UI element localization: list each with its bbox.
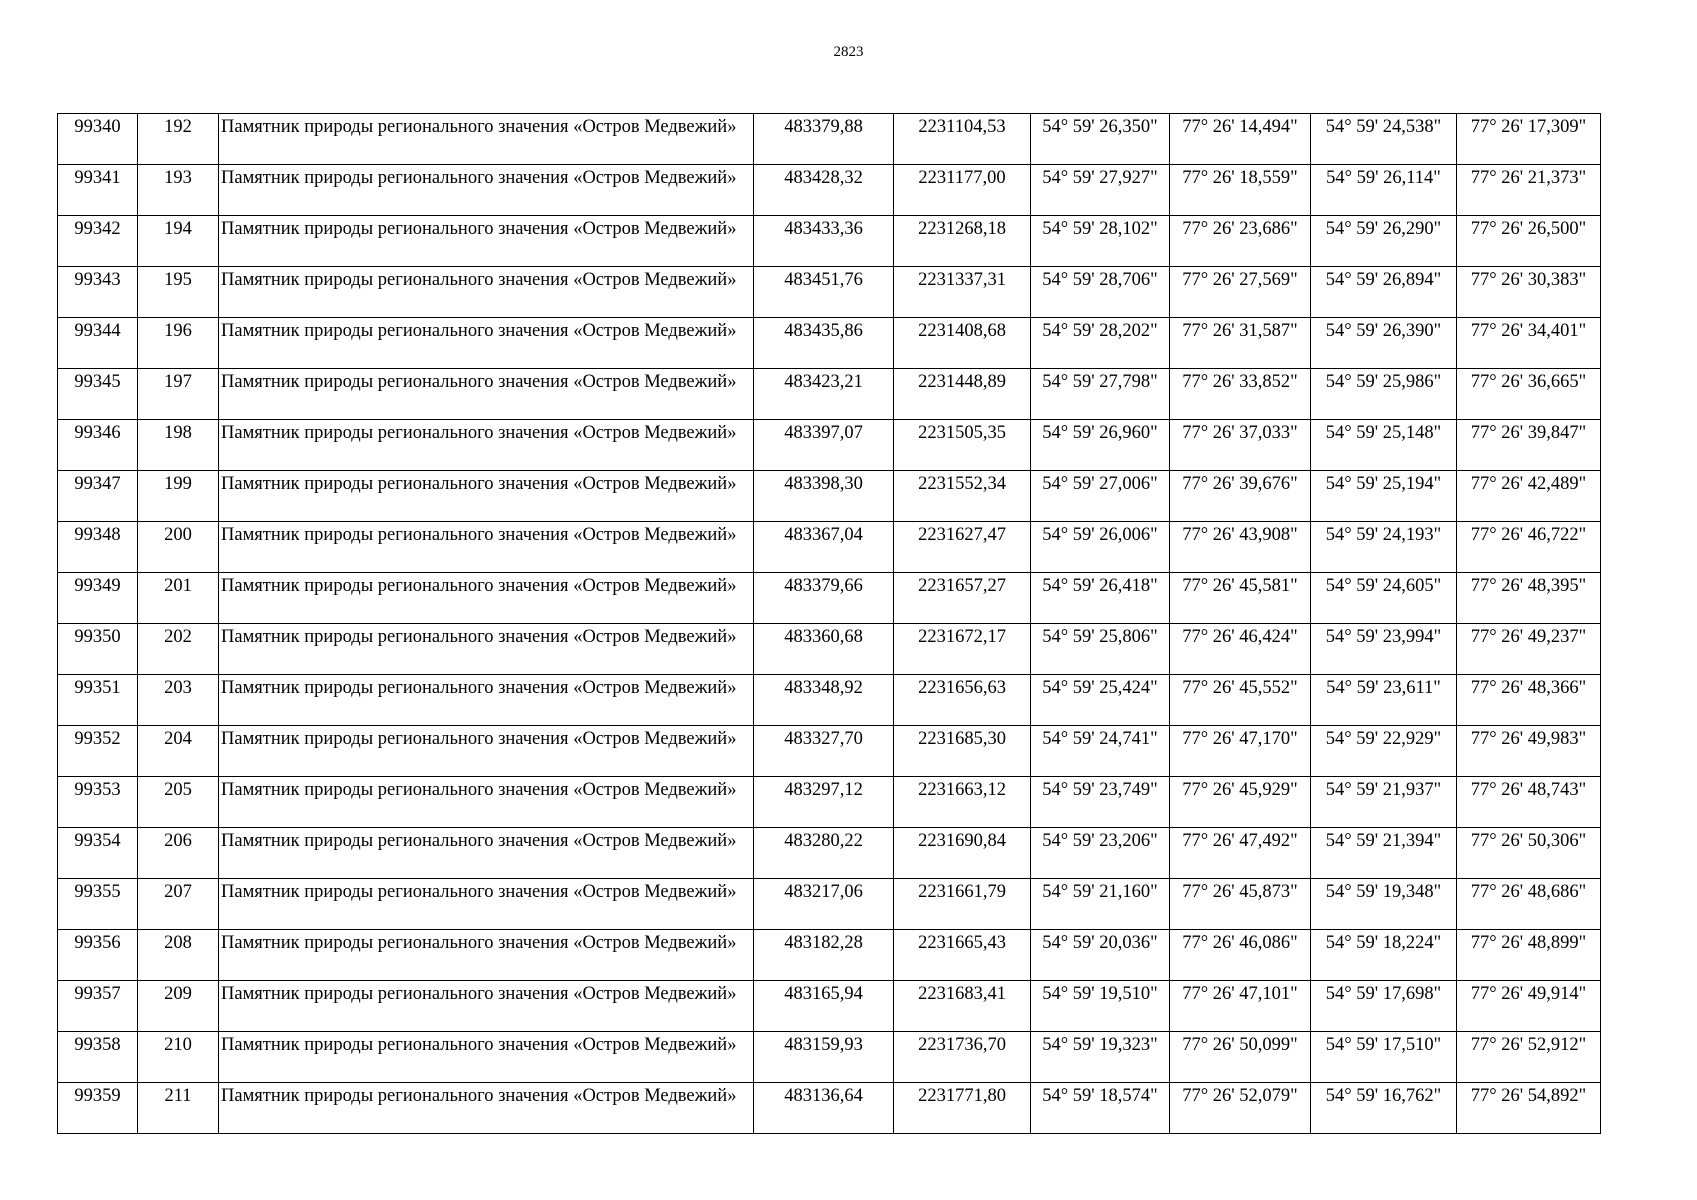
cell-object-name: Памятник природы регионального значения «Остров Медвежий»: [219, 726, 754, 777]
cell-latitude-1: 54° 59' 19,510": [1031, 981, 1170, 1032]
cell-latitude-1: 54° 59' 26,006": [1031, 522, 1170, 573]
cell-y-coordinate: 2231268,18: [894, 216, 1031, 267]
cell-record-id: 99349: [58, 573, 138, 624]
cell-latitude-2: 54° 59' 23,611": [1311, 675, 1457, 726]
cell-x-coordinate: 483217,06: [754, 879, 894, 930]
cell-x-coordinate: 483379,66: [754, 573, 894, 624]
cell-record-id: 99345: [58, 369, 138, 420]
cell-point-number: 198: [138, 420, 219, 471]
cell-y-coordinate: 2231552,34: [894, 471, 1031, 522]
table-row: [58, 828, 1601, 879]
cell-x-coordinate: 483360,68: [754, 624, 894, 675]
cell-x-coordinate: 483397,07: [754, 420, 894, 471]
cell-longitude-2: 77° 26' 48,899": [1457, 930, 1601, 981]
cell-y-coordinate: 2231683,41: [894, 981, 1031, 1032]
cell-object-name: Памятник природы регионального значения «Остров Медвежий»: [219, 216, 754, 267]
table-row: [58, 777, 1601, 828]
cell-longitude-1: 77° 26' 47,492": [1170, 828, 1311, 879]
table-row: [58, 369, 1601, 420]
cell-record-id: 99354: [58, 828, 138, 879]
cell-x-coordinate: 483327,70: [754, 726, 894, 777]
cell-longitude-2: 77° 26' 49,983": [1457, 726, 1601, 777]
cell-object-name: Памятник природы регионального значения «Остров Медвежий»: [219, 1083, 754, 1134]
cell-point-number: 201: [138, 573, 219, 624]
cell-latitude-2: 54° 59' 17,510": [1311, 1032, 1457, 1083]
table-row: [58, 573, 1601, 624]
cell-longitude-2: 77° 26' 30,383": [1457, 267, 1601, 318]
table-row: [58, 930, 1601, 981]
cell-y-coordinate: 2231663,12: [894, 777, 1031, 828]
cell-longitude-2: 77° 26' 17,309": [1457, 114, 1601, 165]
cell-latitude-1: 54° 59' 26,418": [1031, 573, 1170, 624]
table-row: [58, 1083, 1601, 1134]
cell-longitude-2: 77° 26' 42,489": [1457, 471, 1601, 522]
cell-point-number: 203: [138, 675, 219, 726]
cell-x-coordinate: 483280,22: [754, 828, 894, 879]
table-row: [58, 981, 1601, 1032]
cell-latitude-2: 54° 59' 26,894": [1311, 267, 1457, 318]
cell-object-name: Памятник природы регионального значения «Остров Медвежий»: [219, 930, 754, 981]
cell-record-id: 99359: [58, 1083, 138, 1134]
cell-longitude-1: 77° 26' 45,873": [1170, 879, 1311, 930]
cell-latitude-1: 54° 59' 23,206": [1031, 828, 1170, 879]
cell-record-id: 99344: [58, 318, 138, 369]
cell-point-number: 211: [138, 1083, 219, 1134]
cell-y-coordinate: 2231177,00: [894, 165, 1031, 216]
cell-y-coordinate: 2231661,79: [894, 879, 1031, 930]
cell-latitude-1: 54° 59' 27,798": [1031, 369, 1170, 420]
cell-point-number: 204: [138, 726, 219, 777]
cell-longitude-1: 77° 26' 31,587": [1170, 318, 1311, 369]
cell-latitude-2: 54° 59' 16,762": [1311, 1083, 1457, 1134]
cell-x-coordinate: 483297,12: [754, 777, 894, 828]
cell-longitude-2: 77° 26' 49,237": [1457, 624, 1601, 675]
cell-x-coordinate: 483423,21: [754, 369, 894, 420]
cell-point-number: 202: [138, 624, 219, 675]
cell-object-name: Памятник природы регионального значения «Остров Медвежий»: [219, 828, 754, 879]
cell-latitude-2: 54° 59' 24,605": [1311, 573, 1457, 624]
cell-point-number: 192: [138, 114, 219, 165]
cell-latitude-2: 54° 59' 25,194": [1311, 471, 1457, 522]
cell-latitude-1: 54° 59' 26,960": [1031, 420, 1170, 471]
cell-longitude-2: 77° 26' 54,892": [1457, 1083, 1601, 1134]
cell-latitude-1: 54° 59' 25,424": [1031, 675, 1170, 726]
cell-latitude-2: 54° 59' 21,937": [1311, 777, 1457, 828]
cell-latitude-1: 54° 59' 27,006": [1031, 471, 1170, 522]
cell-object-name: Памятник природы регионального значения «Остров Медвежий»: [219, 1032, 754, 1083]
cell-record-id: 99343: [58, 267, 138, 318]
cell-longitude-2: 77° 26' 21,373": [1457, 165, 1601, 216]
cell-record-id: 99352: [58, 726, 138, 777]
cell-longitude-2: 77° 26' 49,914": [1457, 981, 1601, 1032]
cell-longitude-1: 77° 26' 45,929": [1170, 777, 1311, 828]
cell-object-name: Памятник природы регионального значения «Остров Медвежий»: [219, 522, 754, 573]
cell-longitude-1: 77° 26' 33,852": [1170, 369, 1311, 420]
cell-y-coordinate: 2231627,47: [894, 522, 1031, 573]
cell-point-number: 197: [138, 369, 219, 420]
cell-point-number: 205: [138, 777, 219, 828]
cell-latitude-1: 54° 59' 21,160": [1031, 879, 1170, 930]
cell-y-coordinate: 2231505,35: [894, 420, 1031, 471]
cell-x-coordinate: 483428,32: [754, 165, 894, 216]
cell-latitude-1: 54° 59' 25,806": [1031, 624, 1170, 675]
cell-point-number: 199: [138, 471, 219, 522]
cell-y-coordinate: 2231337,31: [894, 267, 1031, 318]
cell-latitude-1: 54° 59' 28,102": [1031, 216, 1170, 267]
cell-x-coordinate: 483159,93: [754, 1032, 894, 1083]
cell-object-name: Памятник природы регионального значения «Остров Медвежий»: [219, 318, 754, 369]
cell-y-coordinate: 2231771,80: [894, 1083, 1031, 1134]
cell-latitude-2: 54° 59' 26,114": [1311, 165, 1457, 216]
cell-y-coordinate: 2231665,43: [894, 930, 1031, 981]
cell-longitude-2: 77° 26' 52,912": [1457, 1032, 1601, 1083]
cell-record-id: 99355: [58, 879, 138, 930]
cell-x-coordinate: 483451,76: [754, 267, 894, 318]
cell-object-name: Памятник природы регионального значения «Остров Медвежий»: [219, 675, 754, 726]
cell-longitude-2: 77° 26' 48,686": [1457, 879, 1601, 930]
cell-record-id: 99346: [58, 420, 138, 471]
cell-latitude-2: 54° 59' 26,390": [1311, 318, 1457, 369]
cell-point-number: 194: [138, 216, 219, 267]
cell-longitude-2: 77° 26' 39,847": [1457, 420, 1601, 471]
cell-y-coordinate: 2231104,53: [894, 114, 1031, 165]
cell-longitude-2: 77° 26' 36,665": [1457, 369, 1601, 420]
cell-latitude-2: 54° 59' 22,929": [1311, 726, 1457, 777]
cell-record-id: 99357: [58, 981, 138, 1032]
cell-latitude-1: 54° 59' 20,036": [1031, 930, 1170, 981]
cell-latitude-2: 54° 59' 26,290": [1311, 216, 1457, 267]
cell-latitude-1: 54° 59' 27,927": [1031, 165, 1170, 216]
page-number: 2823: [833, 44, 864, 60]
cell-latitude-2: 54° 59' 24,538": [1311, 114, 1457, 165]
cell-object-name: Памятник природы регионального значения «Остров Медвежий»: [219, 369, 754, 420]
cell-point-number: 193: [138, 165, 219, 216]
cell-object-name: Памятник природы регионального значения «Остров Медвежий»: [219, 879, 754, 930]
table-row: [58, 216, 1601, 267]
cell-longitude-1: 77° 26' 45,581": [1170, 573, 1311, 624]
cell-x-coordinate: 483435,86: [754, 318, 894, 369]
cell-latitude-1: 54° 59' 19,323": [1031, 1032, 1170, 1083]
cell-longitude-2: 77° 26' 48,395": [1457, 573, 1601, 624]
cell-record-id: 99350: [58, 624, 138, 675]
cell-longitude-1: 77° 26' 14,494": [1170, 114, 1311, 165]
table-row: [58, 624, 1601, 675]
cell-record-id: 99341: [58, 165, 138, 216]
cell-longitude-1: 77° 26' 47,170": [1170, 726, 1311, 777]
table-row: [58, 879, 1601, 930]
cell-x-coordinate: 483165,94: [754, 981, 894, 1032]
cell-record-id: 99340: [58, 114, 138, 165]
cell-y-coordinate: 2231448,89: [894, 369, 1031, 420]
cell-record-id: 99353: [58, 777, 138, 828]
table-row: [58, 165, 1601, 216]
cell-latitude-1: 54° 59' 18,574": [1031, 1083, 1170, 1134]
cell-latitude-2: 54° 59' 24,193": [1311, 522, 1457, 573]
cell-latitude-2: 54° 59' 25,986": [1311, 369, 1457, 420]
table-row: [58, 522, 1601, 573]
cell-latitude-2: 54° 59' 25,148": [1311, 420, 1457, 471]
cell-longitude-2: 77° 26' 48,743": [1457, 777, 1601, 828]
cell-longitude-1: 77° 26' 46,086": [1170, 930, 1311, 981]
cell-longitude-1: 77° 26' 50,099": [1170, 1032, 1311, 1083]
cell-latitude-2: 54° 59' 18,224": [1311, 930, 1457, 981]
cell-x-coordinate: 483182,28: [754, 930, 894, 981]
table-row: [58, 267, 1601, 318]
cell-longitude-2: 77° 26' 50,306": [1457, 828, 1601, 879]
cell-x-coordinate: 483433,36: [754, 216, 894, 267]
cell-latitude-1: 54° 59' 26,350": [1031, 114, 1170, 165]
cell-longitude-1: 77° 26' 52,079": [1170, 1083, 1311, 1134]
cell-record-id: 99347: [58, 471, 138, 522]
cell-longitude-1: 77° 26' 27,569": [1170, 267, 1311, 318]
cell-longitude-1: 77° 26' 39,676": [1170, 471, 1311, 522]
table-row: [58, 114, 1601, 165]
table-row: [58, 726, 1601, 777]
cell-longitude-2: 77° 26' 46,722": [1457, 522, 1601, 573]
cell-longitude-2: 77° 26' 26,500": [1457, 216, 1601, 267]
cell-object-name: Памятник природы регионального значения «Остров Медвежий»: [219, 165, 754, 216]
cell-point-number: 195: [138, 267, 219, 318]
cell-record-id: 99358: [58, 1032, 138, 1083]
cell-x-coordinate: 483348,92: [754, 675, 894, 726]
cell-object-name: Памятник природы регионального значения «Остров Медвежий»: [219, 114, 754, 165]
cell-y-coordinate: 2231672,17: [894, 624, 1031, 675]
cell-longitude-2: 77° 26' 48,366": [1457, 675, 1601, 726]
cell-y-coordinate: 2231685,30: [894, 726, 1031, 777]
cell-latitude-2: 54° 59' 19,348": [1311, 879, 1457, 930]
cell-longitude-1: 77° 26' 47,101": [1170, 981, 1311, 1032]
cell-longitude-1: 77° 26' 46,424": [1170, 624, 1311, 675]
cell-object-name: Памятник природы регионального значения «Остров Медвежий»: [219, 777, 754, 828]
cell-object-name: Памятник природы регионального значения «Остров Медвежий»: [219, 573, 754, 624]
table-row: [58, 675, 1601, 726]
cell-longitude-1: 77° 26' 37,033": [1170, 420, 1311, 471]
cell-record-id: 99348: [58, 522, 138, 573]
cell-point-number: 210: [138, 1032, 219, 1083]
cell-longitude-2: 77° 26' 34,401": [1457, 318, 1601, 369]
cell-point-number: 196: [138, 318, 219, 369]
cell-latitude-1: 54° 59' 28,202": [1031, 318, 1170, 369]
cell-x-coordinate: 483379,88: [754, 114, 894, 165]
table-row: [58, 420, 1601, 471]
cell-latitude-2: 54° 59' 21,394": [1311, 828, 1457, 879]
cell-latitude-1: 54° 59' 28,706": [1031, 267, 1170, 318]
cell-latitude-1: 54° 59' 23,749": [1031, 777, 1170, 828]
cell-record-id: 99342: [58, 216, 138, 267]
cell-y-coordinate: 2231656,63: [894, 675, 1031, 726]
cell-object-name: Памятник природы регионального значения «Остров Медвежий»: [219, 981, 754, 1032]
cell-point-number: 206: [138, 828, 219, 879]
cell-point-number: 200: [138, 522, 219, 573]
coordinates-table: [57, 113, 1601, 1134]
cell-x-coordinate: 483398,30: [754, 471, 894, 522]
table-body: [58, 114, 1601, 1134]
cell-longitude-1: 77° 26' 18,559": [1170, 165, 1311, 216]
cell-latitude-2: 54° 59' 23,994": [1311, 624, 1457, 675]
cell-object-name: Памятник природы регионального значения «Остров Медвежий»: [219, 624, 754, 675]
cell-latitude-2: 54° 59' 17,698": [1311, 981, 1457, 1032]
cell-y-coordinate: 2231690,84: [894, 828, 1031, 879]
cell-longitude-1: 77° 26' 23,686": [1170, 216, 1311, 267]
table-row: [58, 471, 1601, 522]
cell-longitude-1: 77° 26' 45,552": [1170, 675, 1311, 726]
cell-record-id: 99356: [58, 930, 138, 981]
cell-y-coordinate: 2231408,68: [894, 318, 1031, 369]
cell-object-name: Памятник природы регионального значения «Остров Медвежий»: [219, 471, 754, 522]
cell-x-coordinate: 483136,64: [754, 1083, 894, 1134]
cell-object-name: Памятник природы регионального значения «Остров Медвежий»: [219, 267, 754, 318]
cell-y-coordinate: 2231657,27: [894, 573, 1031, 624]
cell-latitude-1: 54° 59' 24,741": [1031, 726, 1170, 777]
cell-point-number: 207: [138, 879, 219, 930]
cell-y-coordinate: 2231736,70: [894, 1032, 1031, 1083]
cell-longitude-1: 77° 26' 43,908": [1170, 522, 1311, 573]
cell-x-coordinate: 483367,04: [754, 522, 894, 573]
cell-object-name: Памятник природы регионального значения «Остров Медвежий»: [219, 420, 754, 471]
table-row: [58, 1032, 1601, 1083]
table-row: [58, 318, 1601, 369]
cell-point-number: 209: [138, 981, 219, 1032]
cell-point-number: 208: [138, 930, 219, 981]
cell-record-id: 99351: [58, 675, 138, 726]
